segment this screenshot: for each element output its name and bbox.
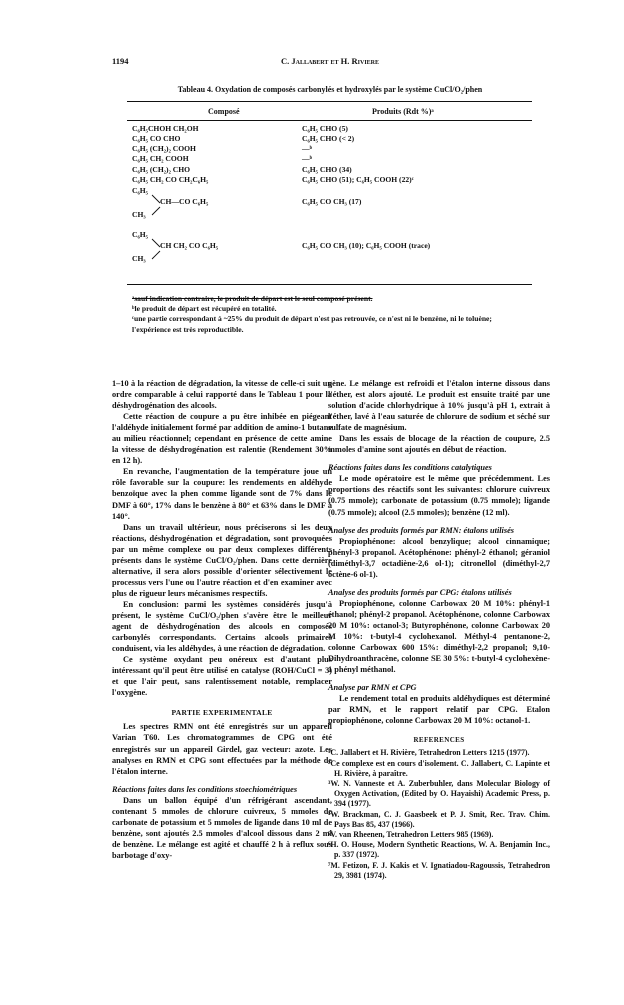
section-heading: PARTIE EXPERIMENTALE	[171, 708, 273, 718]
references-heading: REFERENCES	[413, 736, 465, 745]
branched-compound-bottom: CH₃	[132, 210, 146, 219]
reference-item: ⁴W. Brackman, C. J. Gaasbeek et P. J. Smit, Rec. Trav. Chim. Pays Bas 85, 437 (1966).	[328, 809, 550, 829]
paragraph: Cette réaction de coupure a pu être inhibée en piégeant l'aldéhyde initialement formé par addition de amino-1 butane au milieu réactionnel; cependant en présence de cette amine la vitesse de déshydrogénation est ralentie (Rendement 30% en 12 h).	[112, 412, 332, 466]
subsection-heading: Réactions faites dans les conditions stoechiométriques	[112, 784, 298, 794]
paragraph: Dans un travail ultérieur, nous préciserons si les deux réactions, déshydrogénation et dégradation, sont provoquées par un même complexe ou par deux complexes différents présents dans le système CuCl/O₂/phen. Dans cette dernière alternative, il sera alors possible d'orienter sélectivement le processus vers l'une ou l'autre réaction et d'en examiner avec plus de rigueur leurs mécanismes respectifs.	[112, 522, 332, 598]
paragraph: Dans les essais de blocage de la réaction de coupure, 2.5 mmoles d'amine sont ajoutés en début de réaction.	[328, 434, 550, 455]
table-header-rule	[127, 120, 532, 121]
products-cell: C₆H₅ CO CH₃ (17)	[302, 197, 362, 206]
page-number: 1194	[112, 56, 129, 66]
paragraph: Le rendement total en produits aldéhydiques est déterminé par RMN, et le rapport relatif par CPG. Etalon propiophénone, colonne Carbowax 20 M 10%: octanol-1.	[328, 694, 550, 726]
footnote-b: ᵇle produit de départ est récupéré en totalité.	[132, 304, 277, 314]
products-cell: —ᵇ	[302, 154, 313, 163]
branched-compound-bottom: CH₃	[132, 254, 146, 263]
subsection-heading: Réactions faites dans les conditions catalytiques	[328, 463, 492, 473]
paragraph: Propiophénone, colonne Carbowax 20 M 10%: phényl-1 éthanol; phényl-2 propanol. Acétophénone, colonne Carbowax 20 M 10%: octanol-3; Butyrophénone, colonne Carbowax 20 M 10%: t-butyl-4 cyclohexanol. Méthyl-4 pentanone-2, colonne Carbowax 600 15%: diméthyl-2,2 propanol; 9,10-Dihydroanthracène, colonne SE 30 5%: t-butyl-4 cyclohexène-1 phényl méthanol.	[328, 598, 550, 675]
products-cell: C₆H₅ CHO (34)	[302, 165, 352, 174]
compound-cell: C₆H₅CHOH CH₂OH	[132, 124, 199, 133]
compound-cell: C₆H₅ (CH₂)₂ CHO	[132, 165, 191, 174]
table-header-compound: Composé	[208, 107, 240, 116]
left-column	[112, 378, 332, 861]
reference-item: ³W. N. Vanneste et A. Zuberbuhler, dans Molecular Biology of Oxygen Activation, (Edited by O. Hayaishi) Academic Press, p. 394 (1977).	[328, 779, 550, 809]
reference-item: ⁶H. O. House, Modern Synthetic Reactions, W. A. Benjamin Inc., p. 337 (1972).	[328, 840, 550, 860]
paragraph: Dans un ballon équipé d'un réfrigérant ascendant, contenant 5 mmoles de chlorure cuivreux, 5 mmoles de carbonate de potassium et 5 mmoles de ligande dans 10 ml de benzène, sont ajoutés 2.5 mmoles d'alcool dissous dans 2 ml de benzène. Le mélange est agité et chauffé 2 h à reflux sous barbotage d'oxy-	[112, 795, 332, 860]
paragraph: En conclusion: parmi les systèmes considérés jusqu'à présent, le système CuCl/O₂/phen s'avère être le meilleur agent de déshydrogénation des alcools en composés carbonylés correspondants. Certains alcools primaires conduisent, via les aldéhydes, à une réaction de dégradation.	[112, 599, 332, 654]
products-cell: —ᵇ	[302, 144, 313, 153]
table-bottom-rule	[127, 284, 532, 285]
reference-item: ⁷M. Fetizon, F. J. Kakis et V. Ignatiadou-Ragoussis, Tetrahedron 29, 3981 (1974).	[328, 860, 550, 880]
paragraph: 1–10 à la réaction de dégradation, la vitesse de celle-ci suit un ordre comparable à celui rapporté dans le Tableau 1 pour la déshydrogénation des alcools.	[112, 379, 332, 411]
running-authors: C. Jallabert et H. Riviere	[280, 56, 380, 66]
products-cell: C₆H₅ CHO (5)	[302, 124, 348, 133]
table-footnotes	[132, 294, 532, 335]
paragraph: Les spectres RMN ont été enregistrés sur un appareil Varian T60. Les chromatogrammes de CPG ont été enregistrés sur un appareil Girdel, gaz vecteur: azote. Les analyses en RMN et CPG sont effectuées par la méthode de l'étalon interne.	[112, 722, 332, 776]
subsection-heading: Analyse des produits formés par RMN: étalons utilisés	[328, 525, 515, 535]
paragraph: gène. Le mélange est refroidi et l'étalon interne dissous dans l'éther, est alors ajouté. Le produit est ensuite traité par une solution d'acide chlorhydrique à 10% jusqu'à pH 1, extrait à l'éther, lavé à l'eau saturée de chlorure de sodium et séché sur sulfate de magnésium.	[328, 379, 550, 433]
compound-cell: C₆H₅ CH₂ COOH	[132, 154, 189, 163]
subsection-heading: Analyse des produits formés par CPG: étalons utilisés	[328, 587, 512, 597]
paragraph: En revanche, l'augmentation de la température joue un rôle favorable sur la coupure: les rendements en aldéhyde benzoïque avec la phen comme ligande sont de 7% dans le DMF à 60°, 17% dans le benzène à 80° et 63% dans le DMF à 140°.	[112, 467, 332, 521]
branched-compound-main: CH CH₂ CO C₆H₅	[160, 241, 219, 250]
products-cell: C₆H₅ CO CH₃ (10); C₆H₅ COOH (trace)	[302, 241, 431, 250]
paragraph: Propiophénone: alcool benzylique; alcool cinnamique; phényl-3 propanol. Acétophénone: phényl-2 éthanol; géraniol (diméthyl-3,7 octadiène-2,6 ol-1); citronellol (diméthyl-2,7 octène-6 ol-1).	[328, 536, 550, 579]
table-header-products: Produits (Rdt %)ᵃ	[372, 107, 434, 116]
branched-compound-main: CH—CO C₆H₅	[160, 197, 209, 206]
table-top-rule	[127, 101, 532, 102]
running-header	[112, 56, 548, 70]
footnote-a: ᵃsauf indication contraire, le produit de départ est le seul composé présent.	[132, 294, 373, 303]
compound-cell: C₆H₅ CO CHO	[132, 134, 181, 143]
reference-item: ⁵V. van Rheenen, Tetrahedron Letters 985 (1969).	[328, 830, 494, 840]
reference-item: ¹C. Jallabert et H. Rivière, Tetrahedron Letters 1215 (1977).	[328, 748, 530, 758]
paragraph: Le mode opératoire est le même que précédemment. Les proportions des réactifs sont les suivantes: chlorure cuivreux (0.75 mmole); carbonate de potassium (0.75 mmole); ligande (0.75 mmole); alcool (2.5 mmoles); benzène (12 ml).	[328, 474, 550, 517]
paragraph: Ce système oxydant peu onéreux est d'autant plus intéressant qu'il peut être utilisé en catalyse (ROH/CuCl = 3) et que l'air peut, sans ralentissement notable, remplacer l'oxygène.	[112, 655, 332, 698]
footnote-c: ᶜune partie correspondant à ~25% du produit de départ n'est pas retrouvée, ce n'est ni le benzène, ni le toluène; l'expérience est très reproductible.	[132, 314, 492, 334]
products-cell: C₆H₅ CHO (< 2)	[302, 134, 355, 143]
subsection-heading: Analyse par RMN et CPG	[328, 683, 417, 693]
products-cell: C₆H₅ CHO (51); C₆H₅ COOH (22)ᶜ	[302, 175, 414, 184]
branched-compound-top: C₆H₅	[132, 230, 148, 239]
table-caption: Tableau 4. Oxydation de composés carbonylés et hydroxylés par le système CuCl/O₂/phen	[177, 85, 483, 94]
reference-item: ²Ce complexe est en cours d'isolement. C. Jallabert, C. Lapinte et H. Rivière, à paraître.	[328, 758, 550, 778]
right-column	[328, 378, 550, 881]
compound-cell: C₆H₅ CH₂ CO CH₂C₆H₅	[132, 175, 209, 184]
branched-compound-top: C₆H₅	[132, 186, 148, 195]
compound-cell: C₆H₅ (CH₂)₂ COOH	[132, 144, 196, 153]
